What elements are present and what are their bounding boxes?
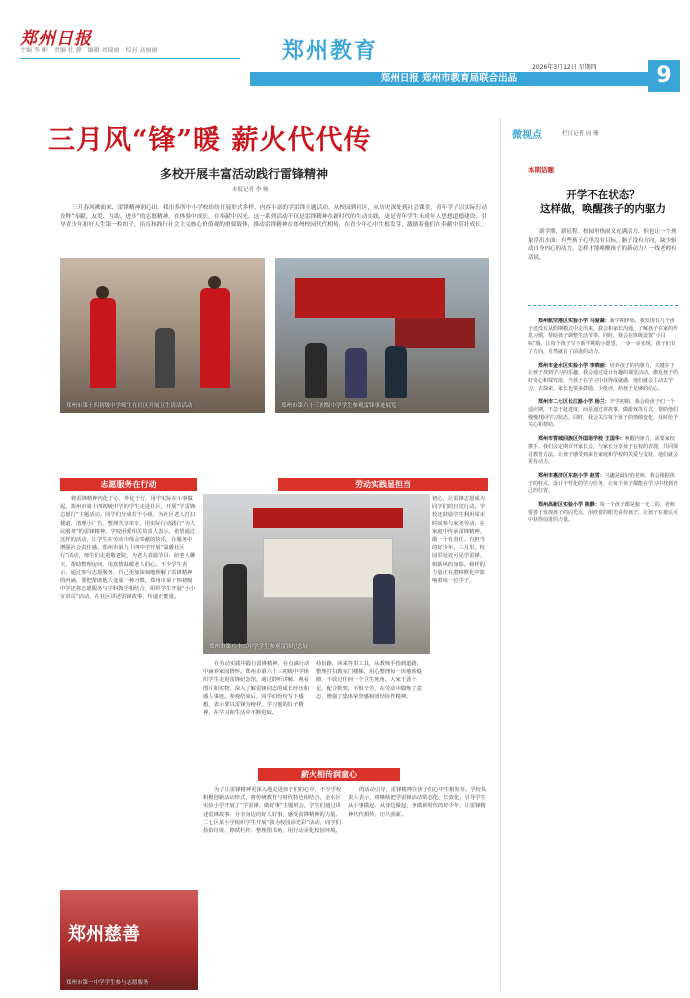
opinion-text: 每一个孩子都是独一无二的。老师要善于发现孩子的闪光点，用欣赏的眼光看待孩子，让孩子在被认可中获得前进的力量。 (528, 502, 678, 524)
photo-caption: 郑州市第十四初级中学师生在社区开展卫生清洁活动 (66, 403, 193, 409)
column-text: 将雷锋精神内化于心、外化于行，用学实际在小事做起。郑州市第十四初级中学的学生走进社区，开展“学雷锋·志愿行”主题活动。同学们分成若干小组，为社区老人打扫楼道、清理小广告、整理共享单车，用实际行动践行“为人民服务”的雷锋精神。学校团委相关负责人表示，希望通过这样的活动，让学生在劳动中体会奉献的快乐，在服务中增强社会责任感。郑州市第九十四中学开展“温暖社区行”活动，师生们走进敬老院，为老人表演节目、陪老人聊天、帮助整理房间，用真情温暖老人的心。不少学生表示，通过参与志愿服务，自己更加深刻地理解了雷锋精神的内涵，要把帮助他人变成一种习惯。郑州市第十四初级中学还将志愿服务与学科教学相结合，组织学生开展“小小宣讲员”活动，在社区讲述雷锋故事，传递正能量。 (60, 496, 197, 601)
sidebar-headline (528, 188, 678, 216)
opinion-text: 开学初期，我会给孩子们一个适应期，不急于赶进度，而是通过讲故事、做游戏等方式，帮助他们慢慢找回学习状态。同时，我会关注每个孩子的情绪变化，及时给予关心和帮助。 (528, 399, 678, 429)
section-title: 郑州教育 (282, 39, 379, 64)
figure (305, 343, 327, 398)
exhibition-panel (295, 278, 445, 318)
newspaper-logo: 郑州日报 (20, 29, 92, 49)
sidebar-logo-sub: 栏目记者 周 珊 (562, 131, 599, 137)
figure (345, 348, 367, 398)
column-text: 的活动引导，雷锋精神在孩子们心中生根发芽。学校负责人表示，将继续把学雷锋活动常态化、长效化，引导学生从小事做起、从身边做起，争做新时代的好少年，让雷锋精神代代相传、历久弥新。 (348, 787, 487, 818)
figure (90, 298, 116, 388)
opinion-author: 郑州市二七区长江路小学 杨兰： (538, 399, 610, 406)
photo-caption: 郑州市第六十三初级中学学生参观雷锋事迹展览 (281, 403, 397, 409)
photo-memorial (203, 494, 430, 654)
exhibition-panel (395, 318, 475, 348)
main-headline: 三月风“锋”暖 薪火代代传 (48, 125, 372, 156)
opinion-item (528, 363, 678, 394)
opinion-text: 新学期伊始，我发现有几个孩子还没有从假期模式中走出来。我会和家长沟通，了解孩子在家的作息习惯，帮助孩子调整生活节奏。同时，我会在班级设置“小目标”墙，让每个孩子写下新学期的小愿望，一步一步实现。孩子们有了方向，自然就有了前进的动力。 (528, 318, 678, 355)
masthead (0, 0, 690, 90)
page-number: 9 (648, 60, 680, 92)
opinion-item (528, 502, 678, 525)
box-title-labor: 劳动实践显担当 (278, 478, 488, 491)
column-divider (500, 118, 501, 990)
sidebar-intro: 新学期，新征程。校园里热闹又充满活力，但也让一个现象浮出水面：有些孩子心里没有目标，脑子没有方向，缺少驱动自身内心的动力。怎样才能唤醒孩子的新动力？一线老师有话说。 (528, 229, 677, 261)
figure (155, 328, 175, 388)
opinion-item (528, 318, 678, 357)
issue-date: 2026年3月12日 星期四 (532, 64, 597, 71)
sidebar-divider (528, 305, 678, 306)
opinion-author: 郑州航空港区实验小学 马爱凝： (538, 318, 610, 324)
opinion-item (528, 473, 678, 496)
figure (373, 574, 395, 644)
masthead-divider (20, 58, 240, 59)
lede-paragraph: 三月春风拂面来，雷锋精神润心田。我市多所中小学校纷纷开展形式多样、内容丰富的学雷锋主题活动。从校园到社区，从历史深处到社会课堂，青年学子以实际行动诠释“奉献、友爱、互助、进步”的志愿精神，在体验中成长，在奉献中闪光。这一系列活动不仅是雷锋精神在新时代的生动实践，更是青年学生未成年人思想道德建设、引导青少年扣好人生第一粒扣子，培育和践行社会主义核心价值观的重要载体，推动雷锋精神在郑州校园代代相传，在青少年心中生根发芽，激励着他们在奉献中茁壮成长。 (60, 205, 488, 228)
edition-info: 主编 李 彬 责编 杜 静 编辑 刘瑞丽 校对 高丽丽 (20, 47, 158, 54)
sidebar-opinions (528, 318, 678, 993)
photo-caption: 郑州市第八十二中学学生参观雷锋纪念展 (209, 644, 309, 650)
banner-text: 郑州慈善 (68, 924, 140, 945)
opinion-author: 郑州市管城回族区外国语学校 王国华： (538, 436, 625, 443)
figure (223, 564, 247, 644)
figure (385, 346, 407, 398)
column-text: 初心，让雷锋志愿成为同学们的自觉行动。学校还鼓励学生利用周末时间参与家务劳动，在家庭中传承雷锋精神，做一个有责任、有担当的好少年。三月里，校园里处处可见学雷锋、树新风的身影，榜样的力量正在潜移默化中影响着每一位学子。 (432, 496, 485, 585)
sidebar-logo: 微视点 (512, 130, 542, 141)
opinion-author: 郑州市金水区实验小学 李晓丽： (538, 362, 610, 369)
opinion-item (528, 399, 678, 430)
opinion-author: 郑州市惠济区东赵小学 赵雪： (538, 472, 605, 479)
box-title-volunteer: 志愿服务在行动 (60, 478, 197, 491)
photo-charity (60, 890, 198, 990)
opinion-text: 唤醒内驱力，需要家校携手。我们会定期召开家长会，与家长分享孩子在校的表现，共同探讨教育方法。让孩子感受到来自家庭和学校的关爱与支持，他们就会更有动力。 (528, 436, 678, 466)
column-text: 持衍路，回来等里工具，从教师手指到道路，整理打扫教室门楼梯、用心整理每一块地砖缝隙，不放过任何一个卫生死角。大家干劲十足，配合默契，不惧辛苦，在劳动中锻炼了意志，增强了集体荣誉感和团结协作精神。 (316, 661, 422, 700)
section-bar: 郑州日报 郑州市教育局联合出品 (250, 72, 648, 86)
sidebar-headline-line2: 这样做，唤醒孩子的内驱力 (540, 203, 666, 215)
photo-caption: 郑州市第一中学学生参与志愿服务 (66, 980, 149, 986)
subhead: 多校开展丰富活动践行雷锋精神 (160, 167, 329, 181)
opinion-author: 郑州高新区实验小学 陈静： (538, 502, 600, 509)
memorial-banner (253, 508, 403, 528)
topic-tag: 本期话题 (528, 166, 554, 174)
box-title-heritage: 薪火相传润童心 (258, 768, 400, 781)
sidebar-headline-line1: 开学不在状态？ (566, 189, 640, 201)
column-text: 为了让雷锋精神更深入地走进孩子们的心中，不少学校积极创新活动形式，将传统教育与时代特色相结合。金水区实验小学开展了“学雷锋、做好事”主题班会，学生们通过讲述雷锋故事、分享身边的好人好事，感受雷锋精神的力量。二七区某小学组织学生开展“我为校园添光彩”活动，同学们捡拾垃圾、擦拭栏杆、整理图书角，用行动美化校园环境。 (203, 787, 342, 835)
byline: 本报记者 李 畅 (232, 187, 269, 193)
opinion-text: 兴趣是最好的老师。我会根据孩子的特点，设计个性化的学习任务，让每个孩子都能在学习中找到自己的位置。 (528, 472, 678, 495)
opinion-text: 培养孩子的内驱力，关键在于让孩子找到学习的乐趣。我会通过设计有趣的课堂活动，激发孩子的好奇心和探究欲。当孩子在学习中获得成就感，他们就会主动去学习、去探索。家长也要多鼓励、少批评，给孩子足够的信心。 (528, 362, 678, 392)
opinion-item (528, 436, 678, 467)
figure-head (208, 276, 221, 289)
figure-head (96, 286, 109, 299)
figure (200, 288, 230, 388)
column-text: 在劳动实践中践行雷锋精神，在点滴行动中涵养家国情怀。郑州市第六十三初级中学组织学生走进雷锋纪念馆，通过聆听讲解、观看图片和实物，深入了解雷锋同志的成长经历和感人事迹。参观结束后，同学们纷纷写下感想，表示要以雷锋为榜样，学习他的钉子精神，在学习和生活中不断进取。 (203, 661, 310, 717)
photo-exhibition (275, 258, 489, 413)
photo-community-cleaning (60, 258, 265, 413)
